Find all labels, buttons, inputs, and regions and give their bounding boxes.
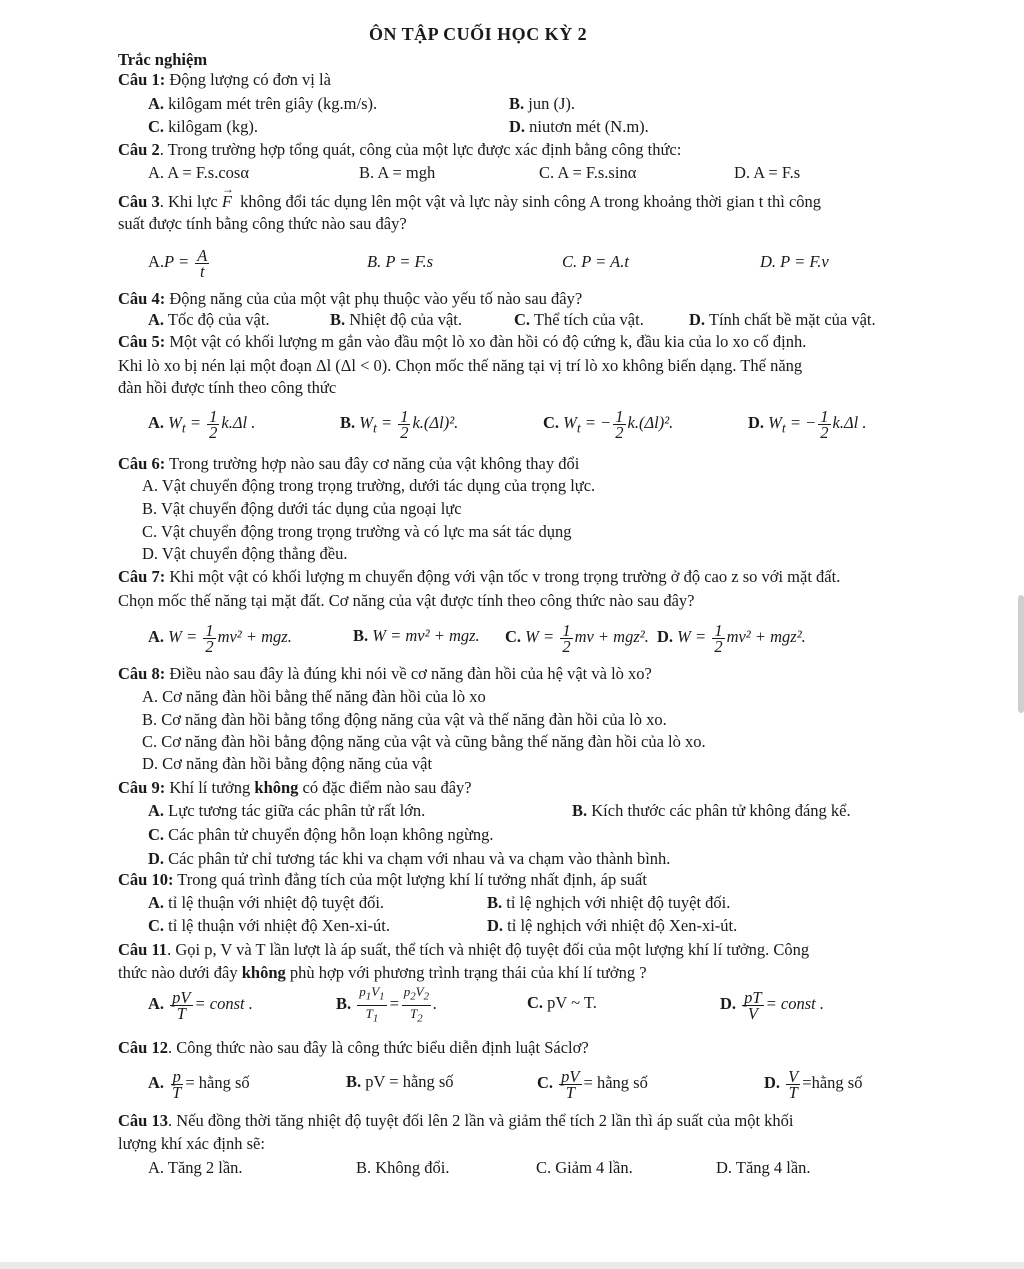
q8-option-a[interactable]: A. Cơ năng đàn hồi bằng thế năng đàn hồi của lò xo — [142, 687, 486, 706]
q6-option-a[interactable]: A. Vật chuyển động trong trọng trường, dưới tác dụng của trọng lực. — [142, 476, 596, 495]
question-1: Câu 1: Động lượng có đơn vị là — [118, 70, 331, 89]
q11-option-b[interactable]: B. $\frac{p_1V_1}{T_1}$ = $\frac{p_2V_2}{T_2}$ . — [336, 984, 438, 1025]
page-bottom-edge — [0, 1262, 1024, 1269]
question-5-cont: Khi lò xo bị nén lại một đoạn Δl (Δl < 0). Chọn mốc thế năng tại vị trí lò xo không biến dạng. Thế năng — [118, 356, 803, 375]
q5-option-a[interactable]: A. $W_t$ = $\frac{1}{2}$ k.Δl . — [148, 406, 256, 442]
force-vector: → F — [222, 192, 232, 212]
q11-option-c[interactable]: C. pV ~ T. — [527, 993, 597, 1012]
question-11: Câu 11. Gọi p, V và T lần lượt là áp suất, thể tích và nhiệt độ tuyệt đối của một lượng khí lí tưởng. Công — [118, 940, 810, 959]
question-10: Câu 10: Trong quá trình đẳng tích của một lượng khí lí tưởng nhất định, áp suất — [118, 870, 647, 889]
question-2: Câu 2. Trong trường hợp tổng quát, công của một lực được xác định bằng công thức: — [118, 140, 682, 159]
question-3-cont: suất được tính bằng công thức nào sau đây? — [118, 214, 407, 233]
q8-option-c[interactable]: C. Cơ năng đàn hồi bằng động năng của vật và cũng bằng thế năng đàn hồi của lò xo. — [142, 732, 706, 751]
q8-option-b[interactable]: B. Cơ năng đàn hồi bằng tổng động năng của vật và thế năng đàn hồi của lò xo. — [142, 710, 667, 729]
question-7-cont: Chọn mốc thế năng tại mặt đất. Cơ năng của vật được tính theo công thức nào sau đây? — [118, 591, 695, 610]
q1-option-b[interactable]: B. jun (J). — [509, 94, 576, 113]
question-9: Câu 9: Khí lí tưởng không có đặc điểm nào sau đây? — [118, 778, 472, 797]
q2-option-a[interactable]: A. A = F.s.cosα — [148, 163, 249, 182]
question-6: Câu 6: Trong trường hợp nào sau đây cơ năng của vật không thay đổi — [118, 454, 580, 473]
q13-option-b[interactable]: B. Không đổi. — [356, 1158, 450, 1177]
question-8: Câu 8: Điều nào sau đây là đúng khi nói về cơ năng đàn hồi của hệ vật và lò xo? — [118, 664, 652, 683]
question-7: Câu 7: Khi một vật có khối lượng m chuyển động với vận tốc v trong trọng trường ở độ cao z so với mặt đất. — [118, 567, 841, 586]
question-11-cont: thức nào dưới đây không phù hợp với phương trình trạng thái của khí lí tưởng ? — [118, 963, 647, 982]
question-4: Câu 4: Động năng của của một vật phụ thuộc vào yếu tố nào sau đây? — [118, 289, 583, 308]
q1-option-c[interactable]: C. kilôgam (kg). — [148, 117, 258, 136]
q1-option-d[interactable]: D. niutơn mét (N.m). — [509, 117, 649, 136]
q5-option-d[interactable]: D. $W_t$ = − $\frac{1}{2}$ k.Δl . — [748, 406, 867, 442]
q6-option-b[interactable]: B. Vật chuyển động dưới tác dụng của ngoại lực — [142, 499, 462, 518]
q7-option-d[interactable]: D. W = $\frac{1}{2}$ mv² + mgz². — [657, 620, 806, 656]
q12-option-c[interactable]: C. $\frac{pV}{T}$ = hằng số — [537, 1066, 648, 1102]
q12-option-b[interactable]: B. pV = hằng số — [346, 1072, 454, 1091]
section-heading: Trắc nghiệm — [118, 50, 208, 69]
q3-option-d[interactable]: D. P = F.v — [760, 252, 829, 271]
question-5: Câu 5: Một vật có khối lượng m gắn vào đầu một lò xo đàn hồi có độ cứng k, đầu kia của lo xo cố định. — [118, 332, 807, 351]
q9-option-c[interactable]: C. Các phân tử chuyển động hỗn loạn không ngừng. — [148, 825, 494, 844]
q4-option-d[interactable]: D. Tính chất bề mặt của vật. — [689, 310, 876, 329]
q9-option-b[interactable]: B. Kích thước các phân tử không đáng kể. — [572, 801, 851, 820]
q9-option-a[interactable]: A. Lực tương tác giữa các phân tử rất lớn. — [148, 801, 426, 820]
q12-option-d[interactable]: D. $\frac{V}{T}$ =hằng số — [764, 1066, 863, 1102]
q11-option-d[interactable]: D. $\frac{pT}{V}$ = const . — [720, 987, 824, 1023]
q7-option-b[interactable]: B. W = mv² + mgz. — [353, 626, 480, 645]
page-title: ÔN TẬP CUỐI HỌC KỲ 2 — [369, 24, 588, 44]
question-13: Câu 13. Nếu đồng thời tăng nhiệt độ tuyệt đối lên 2 lần và giảm thể tích 2 lần thì áp suất của một khối — [118, 1111, 794, 1130]
q5-option-c[interactable]: C. $W_t$ = − $\frac{1}{2}$ k.(Δl)². — [543, 406, 674, 442]
q10-option-b[interactable]: B. tỉ lệ nghịch với nhiệt độ tuyệt đối. — [487, 893, 731, 912]
q2-option-b[interactable]: B. A = mgh — [359, 163, 436, 182]
scrollbar-thumb[interactable] — [1018, 595, 1024, 713]
q5-option-b[interactable]: B. $W_t$ = $\frac{1}{2}$ k.(Δl)². — [340, 406, 459, 442]
q13-option-a[interactable]: A. Tăng 2 lần. — [148, 1158, 243, 1177]
question-13-cont: lượng khí xác định sẽ: — [118, 1134, 265, 1153]
q10-option-a[interactable]: A. tỉ lệ thuận với nhiệt độ tuyệt đối. — [148, 893, 385, 912]
q2-option-c[interactable]: C. A = F.s.sinα — [539, 163, 637, 182]
q7-option-c[interactable]: C. W = $\frac{1}{2}$ mv + mgz². — [505, 620, 649, 656]
question-3: Câu 3. Khi lực → F không đổi tác dụng lên một vật và lực này sinh công A trong khoảng thời gian t thì công — [118, 192, 821, 212]
q13-option-c[interactable]: C. Giảm 4 lần. — [536, 1158, 633, 1177]
q3-option-b[interactable]: B. P = F.s — [367, 252, 433, 271]
q3-option-c[interactable]: C. P = A.t — [562, 252, 629, 271]
q10-option-d[interactable]: D. tỉ lệ nghịch với nhiệt độ Xen-xi-út. — [487, 916, 738, 935]
q13-option-d[interactable]: D. Tăng 4 lần. — [716, 1158, 811, 1177]
question-12: Câu 12. Công thức nào sau đây là công thức biểu diễn định luật Sáclơ? — [118, 1038, 589, 1057]
q6-option-d[interactable]: D. Vật chuyển động thẳng đều. — [142, 544, 348, 563]
q9-option-d[interactable]: D. Các phân tử chỉ tương tác khi va chạm với nhau và va chạm vào thành bình. — [148, 849, 671, 868]
q3-option-a[interactable]: A.P = $\frac{A}{t}$ — [148, 245, 208, 281]
q8-option-d[interactable]: D. Cơ năng đàn hồi bằng động năng của vật — [142, 754, 433, 773]
q10-option-c[interactable]: C. tỉ lệ thuận với nhiệt độ Xen-xi-út. — [148, 916, 390, 935]
q6-option-c[interactable]: C. Vật chuyển động trong trọng trường và có lực ma sát tác dụng — [142, 522, 572, 541]
q2-option-d[interactable]: D. A = F.s — [734, 163, 801, 182]
q12-option-a[interactable]: A. $\frac{p}{T}$ = hằng số — [148, 1066, 250, 1102]
q1-option-a[interactable]: A. kilôgam mét trên giây (kg.m/s). — [148, 94, 378, 113]
q4-option-a[interactable]: A. Tốc độ của vật. — [148, 310, 270, 329]
question-5-cont2: đàn hồi được tính theo công thức — [118, 378, 337, 397]
q11-option-a[interactable]: A. $\frac{pV}{T}$ = const . — [148, 987, 253, 1023]
q7-option-a[interactable]: A. W = $\frac{1}{2}$ mv² + mgz. — [148, 620, 292, 656]
q4-option-b[interactable]: B. Nhiệt độ của vật. — [330, 310, 462, 329]
q4-option-c[interactable]: C. Thể tích của vật. — [514, 310, 644, 329]
